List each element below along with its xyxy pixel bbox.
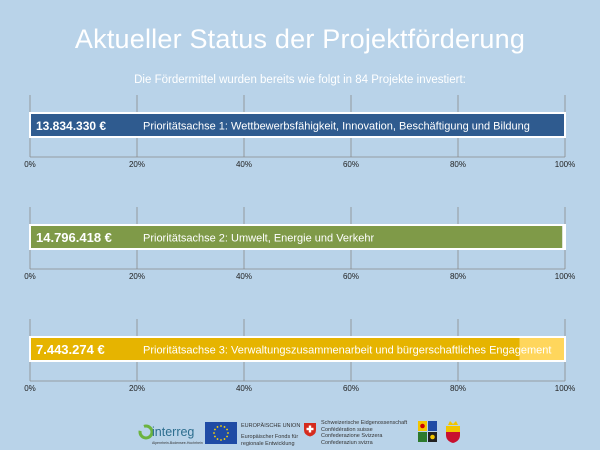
- liechtenstein-crest-icon: [444, 420, 462, 444]
- interreg-wordmark: interreg: [152, 425, 195, 439]
- canton-coats-icon: [418, 421, 438, 443]
- tick-label: 40%: [235, 272, 253, 281]
- value-label: 7.443.274 €: [36, 342, 105, 357]
- tick-label: 100%: [554, 384, 576, 393]
- eu-flag-icon: [205, 422, 237, 444]
- tick-label: 0%: [24, 384, 36, 393]
- tick-label: 0%: [24, 272, 36, 281]
- swiss-text-line: Confederazione Svizzera: [321, 433, 383, 439]
- chart-2: [24, 207, 575, 281]
- swiss-text: [321, 420, 407, 446]
- swiss-text-line: Schweizerische Eidgenossenschaft: [321, 420, 408, 426]
- tick-label: 0%: [24, 160, 36, 169]
- swiss-text-line: Confédération suisse: [321, 426, 373, 433]
- swiss-text-line: Confederaziun svizra: [321, 439, 373, 446]
- category-label: Prioritätsachse 3: Verwaltungszusammenarbeit und bürgerschaftliches Engagement: [143, 344, 552, 357]
- tick-label: 20%: [128, 384, 146, 393]
- tick-label: 80%: [449, 384, 467, 393]
- swiss-cross-icon: [303, 422, 317, 437]
- chart-1: [24, 95, 575, 169]
- tick-label: 20%: [128, 160, 146, 169]
- tick-label: 20%: [128, 272, 146, 281]
- tick-label: 40%: [235, 160, 253, 169]
- tick-label: 100%: [554, 160, 576, 169]
- tick-label: 80%: [449, 160, 467, 169]
- category-label: Prioritätsachse 1: Wettbewerbsfähigkeit, Innovation, Beschäftigung und Bildung: [143, 120, 530, 133]
- value-label: 13.834.330 €: [36, 119, 107, 133]
- tick-label: 100%: [554, 272, 576, 281]
- footer-logos: [0, 416, 600, 450]
- page-subtitle: Die Fördermittel wurden bereits wie folgt in 84 Projekte investiert:: [134, 74, 466, 86]
- interreg-program: Alpenrhein-Bodensee-Hochrhein: [152, 441, 203, 445]
- value-label: 14.796.418 €: [36, 230, 112, 245]
- interreg-logo: [138, 421, 203, 447]
- eu-logo: [205, 422, 305, 448]
- eu-title: EUROPÄISCHE UNION: [241, 423, 301, 429]
- page-title: Aktueller Status der Projektförderung: [74, 24, 526, 54]
- category-label: Prioritätsachse 2: Umwelt, Energie und Verkehr: [143, 232, 375, 245]
- tick-label: 60%: [342, 272, 360, 281]
- swiss-logo: [303, 420, 415, 450]
- eu-fund: Europäischer Fonds für regionale Entwicklung: [241, 434, 299, 447]
- tick-label: 40%: [235, 384, 253, 393]
- tick-label: 80%: [449, 272, 467, 281]
- tick-label: 60%: [342, 160, 360, 169]
- tick-label: 60%: [342, 384, 360, 393]
- chart-3: [24, 319, 575, 393]
